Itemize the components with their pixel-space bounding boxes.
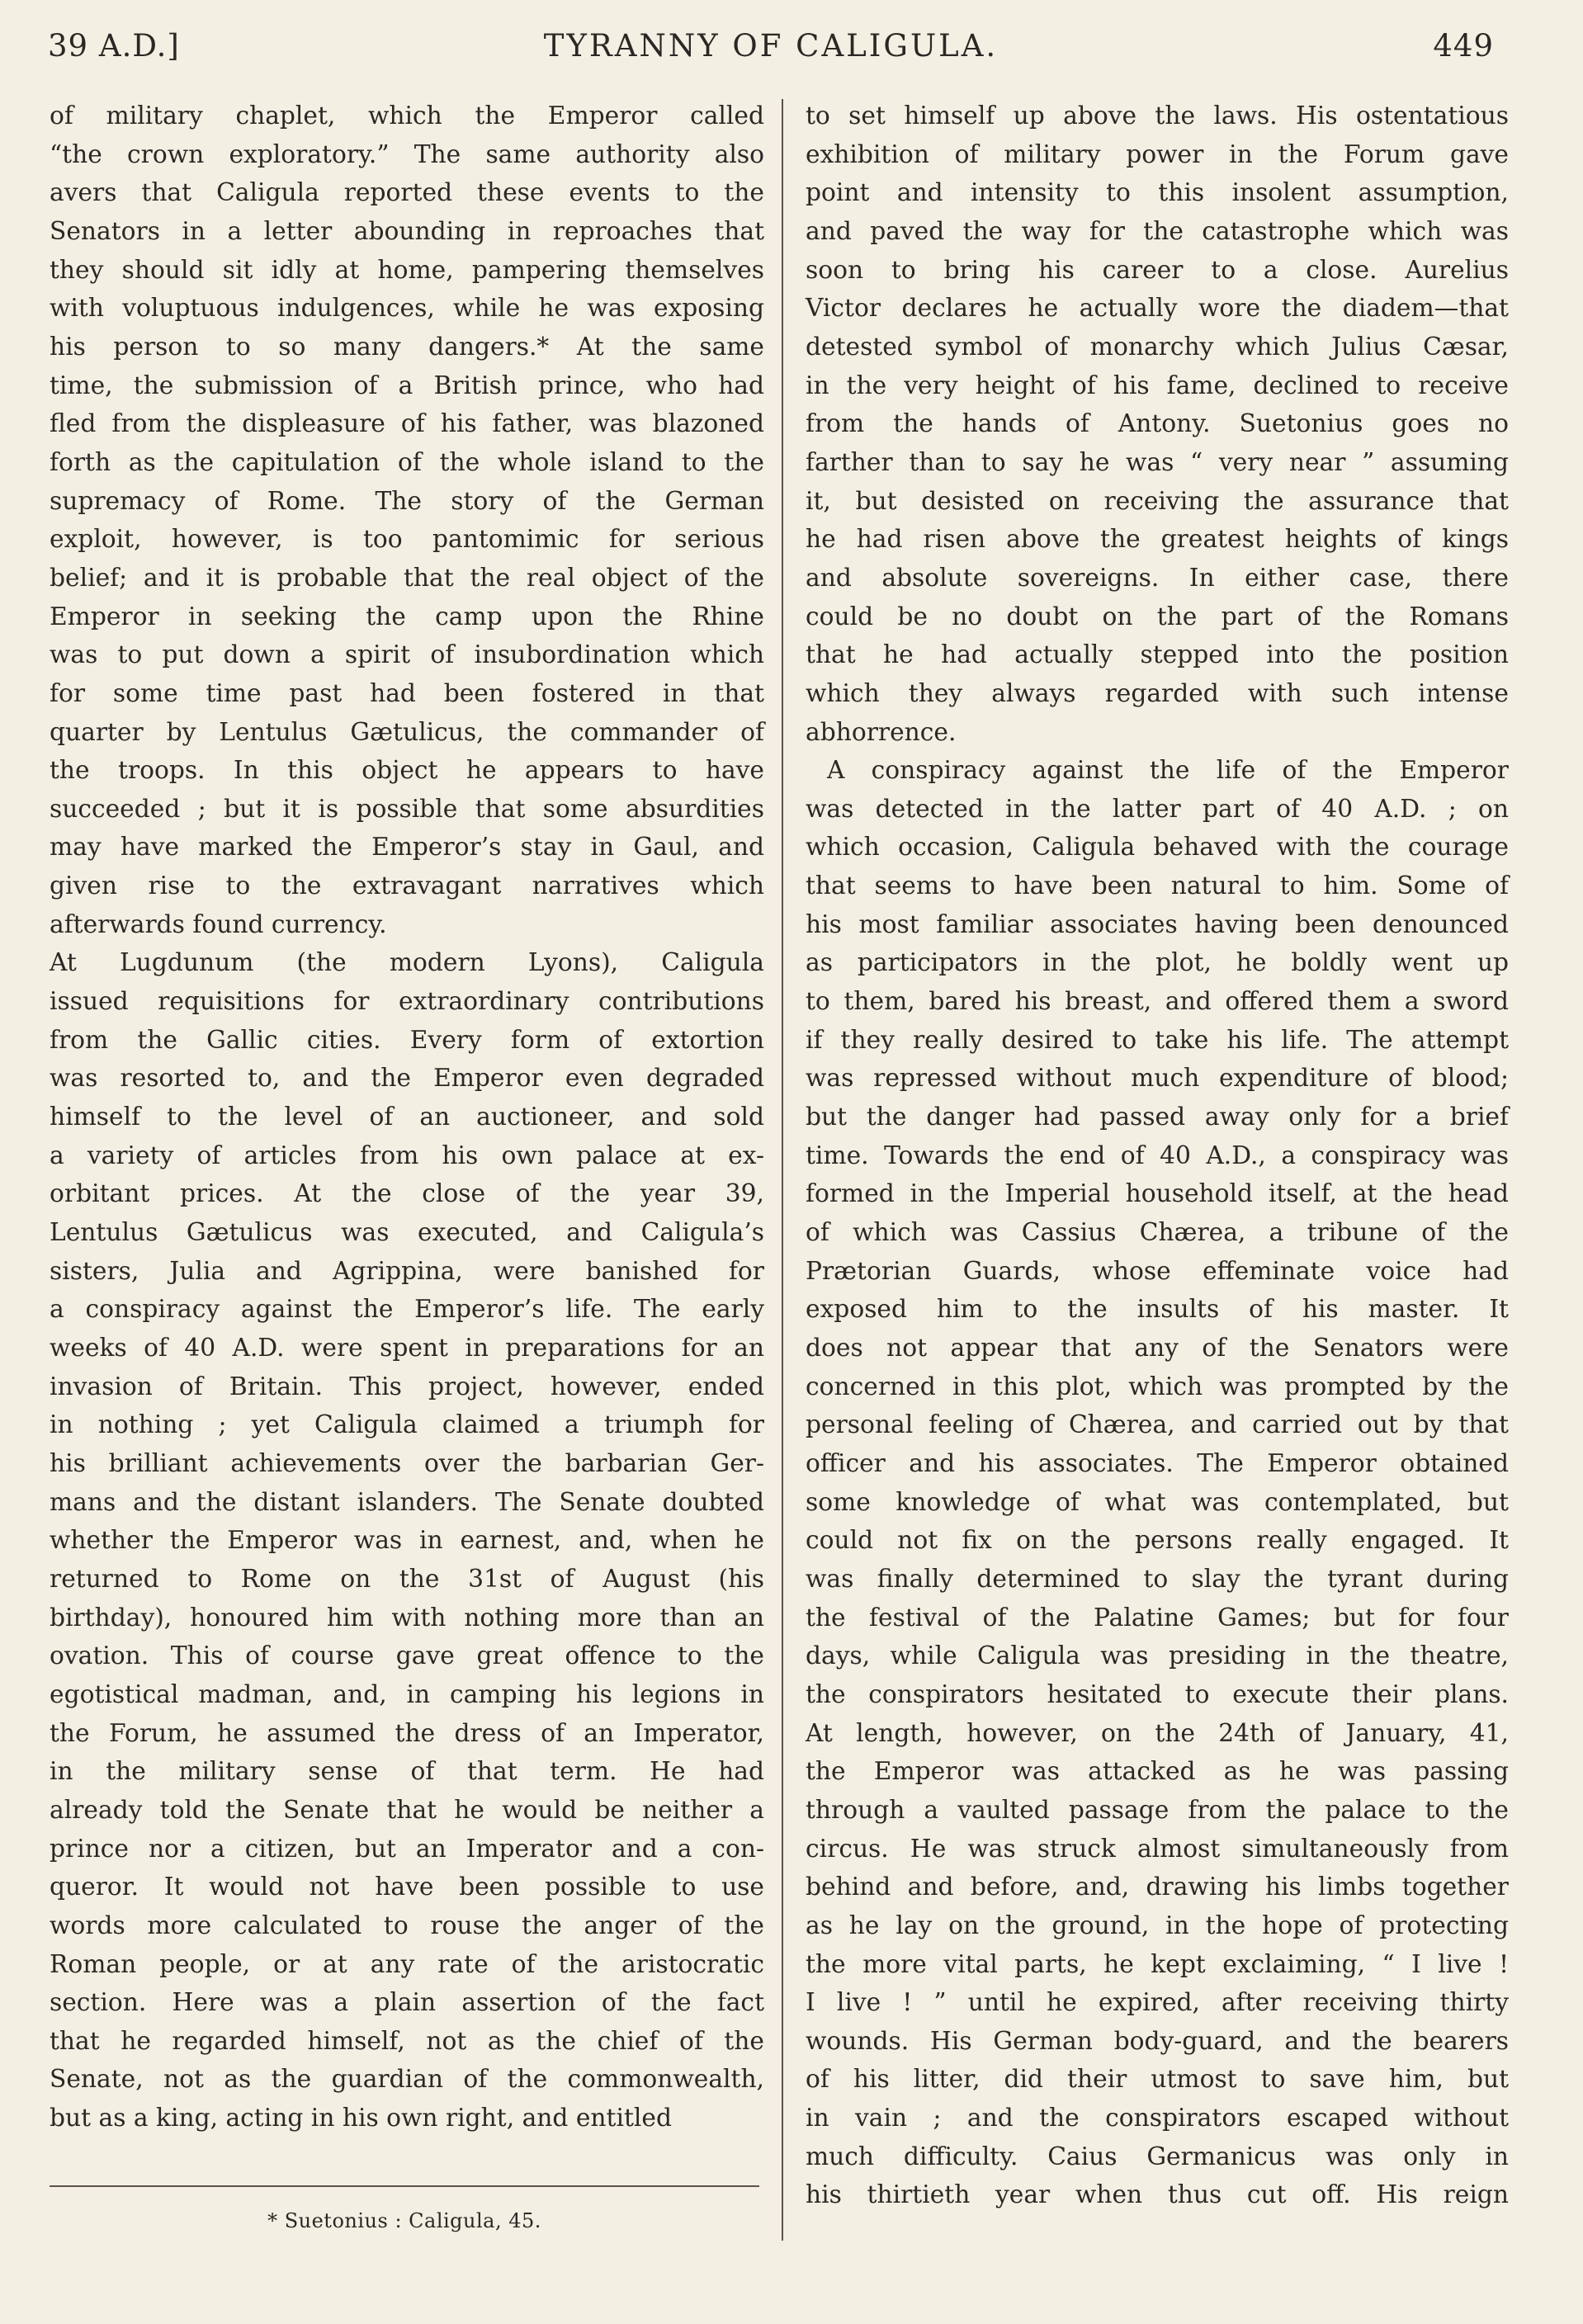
text-line: of military chaplet, which the Emperor called (50, 102, 764, 130)
text-line: circus. He was struck almost simultaneously from (806, 1834, 1509, 1863)
text-line: in the very height of his fame, declined to receive (806, 371, 1509, 400)
text-line: may have marked the Emperor’s stay in Gaul, and (50, 833, 764, 862)
text-line: of which was Cassius Chærea, a tribune of the (806, 1218, 1509, 1248)
text-line: to set himself up above the laws. His ostentatious (806, 102, 1509, 130)
text-line: abhorrence. (806, 717, 957, 747)
text-line: a variety of articles from his own palace at ex- (50, 1141, 764, 1170)
text-line: the troops. In this object he appears to have (50, 756, 764, 786)
text-line: exhibition of military power in the Forum gave (806, 139, 1509, 169)
text-line: to them, bared his breast, and offered them a sword (806, 987, 1509, 1017)
text-line: At Lugdunum (the modern Lyons), Caligula (50, 948, 764, 978)
text-line: his brilliant achievements over the barbarian Ger- (50, 1448, 764, 1478)
text-line: invasion of Britain. This project, however, ended (50, 1372, 764, 1401)
text-line: prince nor a citizen, but an Imperator and a con- (50, 1834, 764, 1863)
text-line: issued requisitions for extraordinary contributions (50, 987, 764, 1017)
running-head (48, 28, 1494, 78)
text-line: Emperor in seeking the camp upon the Rhine (50, 602, 764, 631)
text-line: whether the Emperor was in earnest, and, when he (50, 1526, 764, 1556)
text-line: the conspirators hesitated to execute their plans. (806, 1679, 1509, 1709)
text-line: that he regarded himself, not as the chief of the (50, 2026, 764, 2056)
text-line: queror. It would not have been possible to use (50, 1873, 764, 1902)
text-line: through a vaulted passage from the palace to the (806, 1795, 1509, 1825)
text-line: if they really desired to take his life. The attempt (806, 1025, 1509, 1055)
text-line: the Emperor was attacked as he was passing (806, 1757, 1509, 1787)
text-line: which occasion, Caligula behaved with the courage (806, 833, 1509, 862)
text-line: was resorted to, and the Emperor even degraded (50, 1064, 764, 1094)
text-line: “the crown exploratory.” The same authority also (50, 139, 764, 169)
text-line: they should sit idly at home, pampering themselves (50, 255, 764, 285)
text-line: personal feeling of Chærea, and carried out by that (806, 1410, 1509, 1440)
text-line: but as a king, acting in his own right, and entitled (50, 2104, 672, 2133)
text-line: Senators in a letter abounding in reproaches that (50, 216, 764, 246)
text-line: ovation. This of course gave great offence to the (50, 1641, 764, 1671)
column-divider (782, 99, 783, 2241)
text-line: avers that Caligula reported these events to the (50, 178, 764, 208)
text-line: returned to Rome on the 31st of August (his (50, 1564, 764, 1594)
text-line: he had risen above the greatest heights of kings (806, 525, 1509, 555)
text-line: and paved the way for the catastrophe which was (806, 216, 1509, 246)
text-line: was detected in the latter part of 40 A.D. ; on (806, 794, 1509, 824)
text-line: detested symbol of monarchy which Julius Cæsar, (806, 332, 1509, 361)
text-line: could not fix on the persons really engaged. It (806, 1526, 1509, 1556)
text-line: some knowledge of what was contemplated, but (806, 1487, 1509, 1517)
text-line: farther than to say he was “ very near ” assuming (806, 447, 1509, 477)
text-line: it, but desisted on receiving the assurance that (806, 486, 1509, 516)
text-line: was to put down a spirit of insubordination which (50, 640, 764, 670)
text-line: time. Towards the end of 40 A.D., a conspiracy was (806, 1141, 1509, 1170)
text-line: in the military sense of that term. He had (50, 1757, 764, 1787)
text-line: was finally determined to slay the tyrant during (806, 1564, 1509, 1594)
text-line: egotistical madman, and, in camping his legions in (50, 1679, 764, 1709)
text-line: supremacy of Rome. The story of the German (50, 486, 764, 516)
text-line: the festival of the Palatine Games; but for four (806, 1603, 1509, 1632)
text-line: birthday), honoured him with nothing more than an (50, 1603, 764, 1632)
text-line: which they always regarded with such intense (806, 678, 1509, 708)
text-line: section. Here was a plain assertion of the fact (50, 1988, 764, 2018)
text-line: in nothing ; yet Caligula claimed a triumph for (50, 1410, 764, 1440)
text-line: mans and the distant islanders. The Senate doubted (50, 1487, 764, 1517)
text-line: the Forum, he assumed the dress of an Imperator, (50, 1718, 764, 1748)
text-line: quarter by Lentulus Gætulicus, the commander of (50, 717, 764, 747)
text-line: the more vital parts, he kept exclaiming, “ I live ! (806, 1949, 1509, 1979)
text-line: orbitant prices. At the close of the year 39, (50, 1179, 764, 1209)
text-line: Roman people, or at any rate of the aristocratic (50, 1949, 764, 1979)
text-line: concerned in this plot, which was prompted by the (806, 1372, 1509, 1401)
text-line: for some time past had been fostered in that (50, 678, 764, 708)
text-line: much difficulty. Caius Germanicus was only in (806, 2142, 1509, 2171)
text-line: in vain ; and the conspirators escaped without (806, 2104, 1509, 2133)
text-line: of his litter, did their utmost to save him, but (806, 2065, 1509, 2095)
footnote-rule (50, 2185, 759, 2187)
text-line: A conspiracy against the life of the Emperor (827, 756, 1509, 786)
text-line: with voluptuous indulgences, while he was exposing (50, 294, 764, 324)
text-line: does not appear that any of the Senators were (806, 1334, 1509, 1363)
right-column (806, 97, 1509, 2215)
left-column (50, 97, 764, 2138)
text-line: days, while Caligula was presiding in the theatre, (806, 1641, 1509, 1671)
text-line: exposed him to the insults of his master. It (806, 1295, 1509, 1325)
text-line: that seems to have been natural to him. Some of (806, 872, 1509, 901)
text-line: wounds. His German body-guard, and the bearers (806, 2026, 1509, 2056)
text-line: At length, however, on the 24th of January, 41, (806, 1718, 1509, 1748)
text-line: a conspiracy against the Emperor’s life. The early (50, 1295, 764, 1325)
text-line: from the hands of Antony. Suetonius goes no (806, 409, 1509, 439)
text-line: Senate, not as the guardian of the commonwealth, (50, 2065, 764, 2095)
text-line: but the danger had passed away only for a brief (806, 1103, 1509, 1132)
text-line: belief; and it is probable that the real object of the (50, 563, 764, 593)
text-line: given rise to the extravagant narratives which (50, 872, 764, 901)
text-line: his thirtieth year when thus cut off. His reign (806, 2180, 1509, 2210)
text-line: point and intensity to this insolent assumption, (806, 178, 1509, 208)
text-line: and absolute sovereigns. In either case, there (806, 563, 1509, 593)
page-number: 449 (1433, 28, 1494, 64)
text-line: as participators in the plot, he boldly went up (806, 948, 1509, 978)
text-line: time, the submission of a British prince, who had (50, 371, 764, 400)
text-line: Prætorian Guards, whose effeminate voice had (806, 1256, 1509, 1286)
running-head-date: 39 A.D.] (48, 28, 180, 64)
text-line: exploit, however, is too pantomimic for serious (50, 525, 764, 555)
text-line: soon to bring his career to a close. Aurelius (806, 255, 1509, 285)
text-line: weeks of 40 A.D. were spent in preparations for an (50, 1334, 764, 1363)
text-line: behind and before, and, drawing his limbs together (806, 1873, 1509, 1902)
text-line: officer and his associates. The Emperor obtained (806, 1448, 1509, 1478)
text-line: himself to the level of an auctioneer, and sold (50, 1103, 764, 1132)
text-line: forth as the capitulation of the whole island to the (50, 447, 764, 477)
text-line: I live ! ” until he expired, after receiving thirty (806, 1988, 1509, 2018)
text-line: Victor declares he actually wore the diadem—that (806, 294, 1509, 324)
text-line: already told the Senate that he would be neither a (50, 1795, 764, 1825)
text-line: sisters, Julia and Agrippina, were banished for (50, 1256, 764, 1286)
text-line: was repressed without much expenditure of blood; (806, 1064, 1509, 1094)
text-line: that he had actually stepped into the position (806, 640, 1509, 670)
text-line: his most familiar associates having been denounced (806, 909, 1509, 939)
text-line: fled from the displeasure of his father, was blazoned (50, 409, 764, 439)
text-line: words more calculated to rouse the anger of the (50, 1911, 764, 1940)
text-line: his person to so many dangers.* At the same (50, 332, 764, 361)
text-line: from the Gallic cities. Every form of extortion (50, 1025, 764, 1055)
text-line: as he lay on the ground, in the hope of protecting (806, 1911, 1509, 1940)
text-line: afterwards found currency. (50, 909, 387, 939)
running-head-title: TYRANNY OF CALIGULA. (543, 28, 999, 64)
text-line: succeeded ; but it is possible that some absurdities (50, 794, 764, 824)
footnote: * Suetonius : Caligula, 45. (267, 2209, 541, 2232)
text-line: formed in the Imperial household itself, at the head (806, 1179, 1509, 1209)
text-line: Lentulus Gætulicus was executed, and Caligula’s (50, 1218, 764, 1248)
text-line: could be no doubt on the part of the Romans (806, 602, 1509, 631)
